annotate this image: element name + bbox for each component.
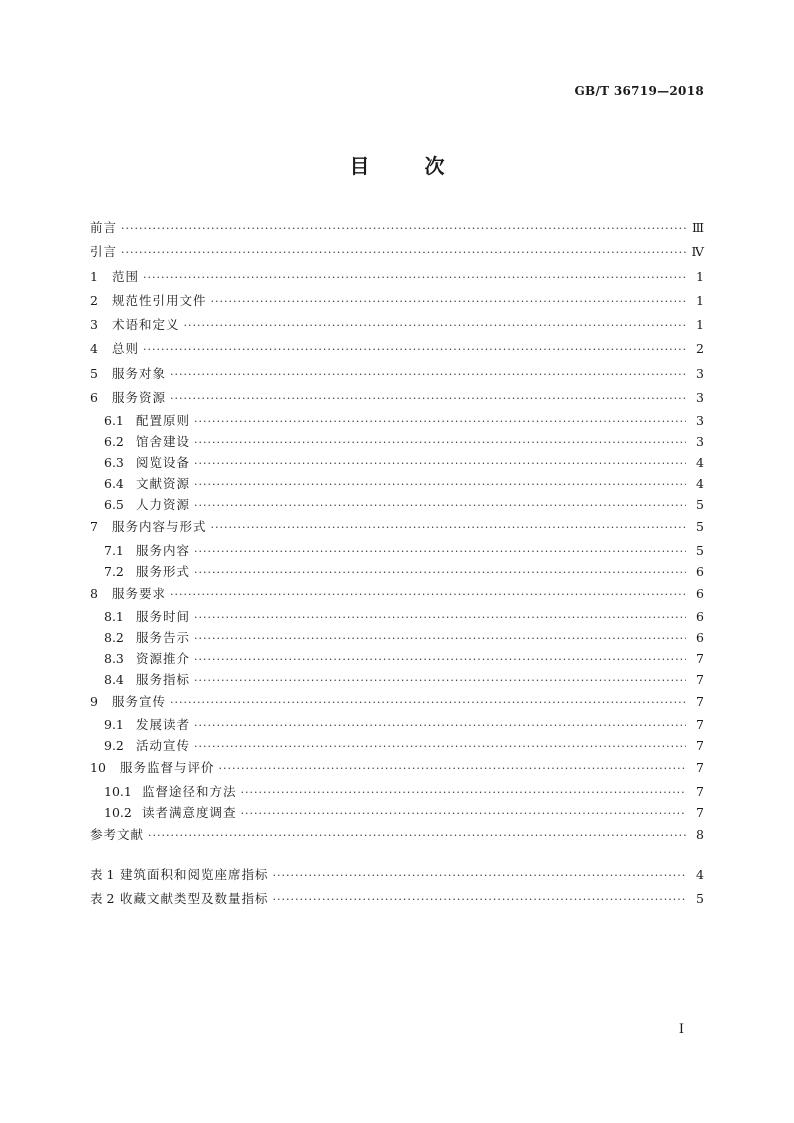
toc-entry-page: 7	[696, 717, 704, 733]
toc-entry[interactable]	[90, 823, 704, 847]
toc-entry-label: 资源推介	[136, 650, 191, 666]
toc-entry-number: 6.4	[104, 476, 124, 492]
dot-leader	[170, 691, 686, 715]
dot-leader	[211, 516, 686, 540]
toc-entry-label: 引言	[90, 244, 118, 260]
toc-entry-label: 服务对象	[112, 365, 167, 381]
toc-entry-page: Ⅳ	[691, 244, 704, 260]
toc-entry[interactable]	[90, 313, 704, 337]
toc-entry-page: 7	[696, 693, 704, 709]
page-title: 目 次	[349, 154, 445, 178]
toc-entry-page: 4	[696, 476, 704, 492]
toc-entry-label: 收藏文献类型及数量指标	[120, 891, 269, 907]
toc-entry[interactable]	[90, 452, 704, 473]
dot-leader	[211, 290, 686, 314]
toc-entry-label: 总则	[112, 341, 140, 357]
toc-entry-label: 馆舍建设	[136, 434, 191, 450]
toc-entry-page: 5	[696, 519, 704, 535]
toc-entry-label: 服务要求	[112, 585, 167, 601]
dot-leader	[121, 241, 686, 265]
toc-entry-number: 1	[90, 268, 98, 284]
toc-entry[interactable]	[90, 540, 704, 561]
dot-leader	[194, 474, 686, 495]
dot-leader	[194, 541, 686, 562]
toc-entry[interactable]	[90, 690, 704, 714]
dot-leader	[219, 757, 686, 781]
dot-leader	[170, 387, 686, 411]
toc-entry-number: 8.3	[104, 650, 124, 666]
toc-entry-page: 2	[696, 341, 704, 357]
toc-entry[interactable]	[90, 561, 704, 582]
toc-entry-label: 配置原则	[136, 413, 191, 429]
dot-leader	[194, 607, 686, 628]
toc-entry-page: 7	[696, 804, 704, 820]
toc-entry-label: 术语和定义	[112, 317, 180, 333]
page-number: I	[678, 1022, 684, 1037]
table-of-contents	[90, 216, 704, 911]
toc-entry[interactable]	[90, 386, 704, 410]
toc-entry-label: 前言	[90, 220, 118, 235]
toc-entry[interactable]	[90, 362, 704, 386]
toc-entry[interactable]	[90, 515, 704, 539]
toc-entry-label: 服务监督与评价	[120, 760, 215, 776]
toc-entry-number: 3	[90, 317, 98, 333]
toc-entry-number: 6.3	[104, 455, 124, 471]
toc-entry-number: 2	[90, 292, 98, 308]
toc-entry-page: 7	[696, 671, 704, 687]
toc-entry-number: 10.2	[104, 804, 132, 820]
toc-entry-number: 7.1	[104, 542, 124, 558]
toc-entry[interactable]	[90, 781, 704, 802]
toc-entry-page: 5	[696, 891, 704, 907]
toc-entry-label: 读者满意度调查	[142, 804, 237, 820]
toc-entry-page: 6	[696, 629, 704, 645]
toc-entry[interactable]	[90, 802, 704, 823]
toc-entry-page: 6	[696, 563, 704, 579]
toc-entry-label: 建筑面积和阅览座席指标	[120, 866, 269, 882]
toc-entry-number: 6.2	[104, 434, 124, 450]
toc-entry[interactable]	[90, 756, 704, 780]
dot-leader	[273, 888, 686, 912]
toc-entry-number: 5	[90, 365, 98, 381]
toc-entry[interactable]	[90, 337, 704, 361]
toc-entry-page: 3	[696, 413, 704, 429]
toc-entry-number: 表 1	[90, 866, 115, 882]
toc-entry[interactable]	[90, 887, 704, 911]
toc-entry-label: 服务宣传	[112, 693, 167, 709]
dot-leader	[194, 495, 686, 516]
toc-entry[interactable]	[90, 648, 704, 669]
toc-entry-label: 范围	[112, 268, 140, 284]
dot-leader	[143, 338, 686, 362]
toc-entry[interactable]	[90, 265, 704, 289]
toc-entry[interactable]	[90, 431, 704, 452]
toc-entry[interactable]	[90, 240, 704, 264]
toc-entry-number: 表 2	[90, 891, 115, 907]
toc-entry-number: 8.4	[104, 671, 124, 687]
dot-leader	[143, 266, 686, 290]
toc-entry-page: 7	[696, 738, 704, 754]
toc-entry-page: 3	[696, 434, 704, 450]
dot-leader	[194, 432, 686, 453]
dot-leader	[194, 411, 686, 432]
toc-entry[interactable]	[90, 606, 704, 627]
toc-entry-number: 10.1	[104, 783, 132, 799]
toc-entry-number: 10	[90, 760, 106, 776]
toc-entry[interactable]	[90, 494, 704, 515]
toc-entry-label: 服务内容与形式	[112, 519, 207, 535]
toc-entry-number: 9.2	[104, 738, 124, 754]
toc-entry-label: 服务内容	[136, 542, 191, 558]
toc-entry[interactable]	[90, 735, 704, 756]
dot-leader	[148, 824, 686, 848]
toc-entry-number: 4	[90, 341, 98, 357]
toc-entry[interactable]	[90, 582, 704, 606]
toc-entry-number: 7.2	[104, 563, 124, 579]
toc-entry-number: 8	[90, 585, 98, 601]
dot-leader	[194, 562, 686, 583]
toc-entry-label: 服务形式	[136, 563, 191, 579]
toc-entry-label: 监督途径和方法	[142, 783, 237, 799]
dot-leader	[194, 453, 686, 474]
toc-entry-label: 服务指标	[136, 671, 191, 687]
dot-leader	[121, 217, 686, 241]
toc-entry-number: 9	[90, 693, 98, 709]
standard-number: GB/T 36719—2018	[574, 84, 704, 98]
dot-leader	[241, 803, 686, 824]
toc-entry[interactable]	[90, 714, 704, 735]
toc-entry-page: 3	[696, 390, 704, 406]
dot-leader	[184, 314, 686, 338]
toc-entry-label: 服务资源	[112, 390, 167, 406]
toc-entry[interactable]	[90, 216, 704, 240]
toc-entry-number: 8.1	[104, 608, 124, 624]
toc-entry-number: 6	[90, 390, 98, 406]
toc-entry-label: 文献资源	[136, 476, 191, 492]
toc-entry[interactable]	[90, 863, 704, 887]
toc-entry-number: 6.1	[104, 413, 124, 429]
toc-entry-number: 9.1	[104, 717, 124, 733]
toc-entry[interactable]	[90, 289, 704, 313]
toc-entry[interactable]	[90, 473, 704, 494]
toc-entry-number: 8.2	[104, 629, 124, 645]
toc-entry-page: 4	[696, 866, 704, 882]
toc-entry-label: 规范性引用文件	[112, 292, 207, 308]
toc-entry-page: 6	[696, 608, 704, 624]
dot-leader	[194, 628, 686, 649]
toc-entry-page: 7	[696, 783, 704, 799]
toc-entry-number: 6.5	[104, 497, 124, 513]
toc-entry-page: 7	[696, 760, 704, 776]
toc-entry-page: Ⅲ	[691, 220, 704, 235]
dot-leader	[194, 715, 686, 736]
toc-entry-label: 服务告示	[136, 629, 191, 645]
dot-leader	[194, 670, 686, 691]
toc-entry-label: 发展读者	[136, 717, 191, 733]
dot-leader	[170, 363, 686, 387]
toc-entry-page: 5	[696, 497, 704, 513]
toc-entry-page: 3	[696, 365, 704, 381]
toc-entry-page: 7	[696, 650, 704, 666]
toc-entry-label: 参考文献	[90, 826, 145, 842]
toc-entry-page: 4	[696, 455, 704, 471]
dot-leader	[273, 864, 686, 888]
toc-entry-number: 7	[90, 519, 98, 535]
toc-entry-label: 活动宣传	[136, 738, 191, 754]
toc-entry-page: 1	[696, 292, 704, 308]
toc-entry-label: 人力资源	[136, 497, 191, 513]
dot-leader	[194, 649, 686, 670]
toc-entry-page: 5	[696, 542, 704, 558]
toc-entry-label: 服务时间	[136, 608, 191, 624]
toc-entry[interactable]	[90, 410, 704, 431]
toc-entry-page: 1	[696, 317, 704, 333]
toc-entry-page: 8	[696, 826, 704, 842]
dot-leader	[241, 782, 686, 803]
dot-leader	[194, 736, 686, 757]
dot-leader	[170, 583, 686, 607]
toc-entry[interactable]	[90, 669, 704, 690]
toc-entry[interactable]	[90, 627, 704, 648]
toc-entry-page: 6	[696, 585, 704, 601]
toc-entry-page: 1	[696, 268, 704, 284]
toc-entry-label: 阅览设备	[136, 455, 191, 471]
